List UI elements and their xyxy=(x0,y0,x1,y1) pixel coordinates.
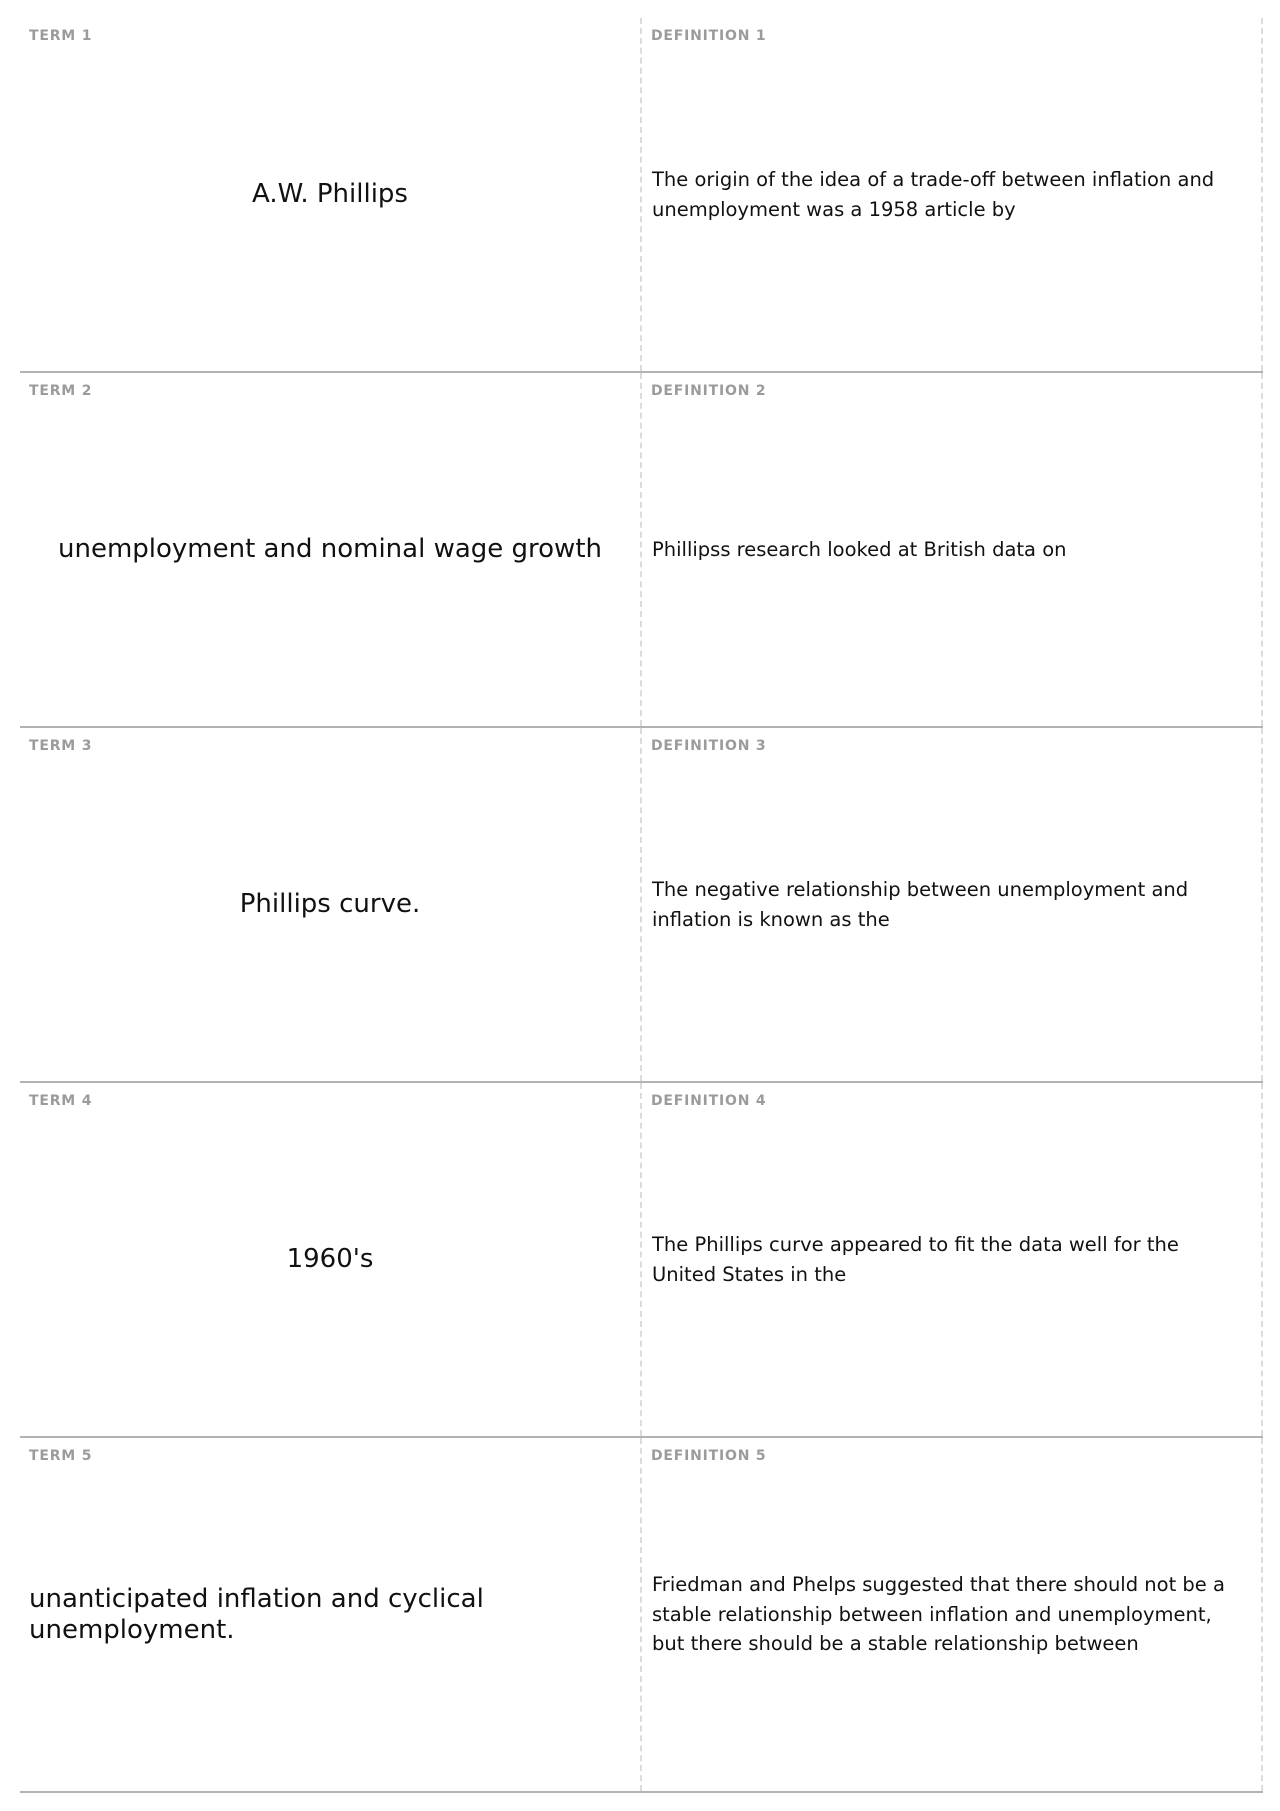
term-text: unemployment and nominal wage growth xyxy=(57,534,602,564)
flashcard-row xyxy=(20,18,1263,373)
term-text: unanticipated inflation and cyclical unemployment. xyxy=(29,1583,484,1645)
term-cell xyxy=(20,18,642,371)
definition-text: Phillipss research looked at British data on xyxy=(652,537,1067,561)
definition-cell xyxy=(642,1083,1263,1436)
term-label: TERM 2 xyxy=(29,383,93,399)
definition-label: DEFINITION 3 xyxy=(651,738,767,754)
definition-label: DEFINITION 4 xyxy=(651,1093,767,1109)
term-text: Phillips curve. xyxy=(239,889,421,919)
definition-cell xyxy=(642,1438,1263,1791)
term-label: TERM 1 xyxy=(29,28,93,44)
definition-cell xyxy=(642,728,1263,1081)
term-label: TERM 4 xyxy=(29,1093,93,1109)
definition-label: DEFINITION 2 xyxy=(651,383,767,399)
definition-text: Friedman and Phelps suggested that there should not be a stable relationship between inflation and unemployment, but there should be a stable relationship between xyxy=(652,1573,1225,1656)
flashcard-row xyxy=(20,1438,1263,1793)
term-text: A.W. Phillips xyxy=(252,179,408,209)
definition-cell xyxy=(642,18,1263,371)
term-label: TERM 5 xyxy=(29,1448,93,1464)
flashcard-row xyxy=(20,1083,1263,1438)
flashcard-sheet xyxy=(20,18,1263,1793)
definition-label: DEFINITION 5 xyxy=(651,1448,767,1464)
term-text: 1960's xyxy=(286,1244,374,1274)
term-cell xyxy=(20,1083,642,1436)
definition-text: The origin of the idea of a trade-off between inflation and unemployment was a 1958 article by xyxy=(652,168,1215,221)
definition-label: DEFINITION 1 xyxy=(651,28,767,44)
definition-text: The negative relationship between unemployment and inflation is known as the xyxy=(652,878,1189,931)
flashcard-row xyxy=(20,728,1263,1083)
term-cell xyxy=(20,1438,642,1791)
term-cell xyxy=(20,728,642,1081)
definition-cell xyxy=(642,373,1263,726)
definition-text: The Phillips curve appeared to fit the data well for the United States in the xyxy=(652,1233,1179,1286)
flashcard-row xyxy=(20,373,1263,728)
term-label: TERM 3 xyxy=(29,738,93,754)
term-cell xyxy=(20,373,642,726)
